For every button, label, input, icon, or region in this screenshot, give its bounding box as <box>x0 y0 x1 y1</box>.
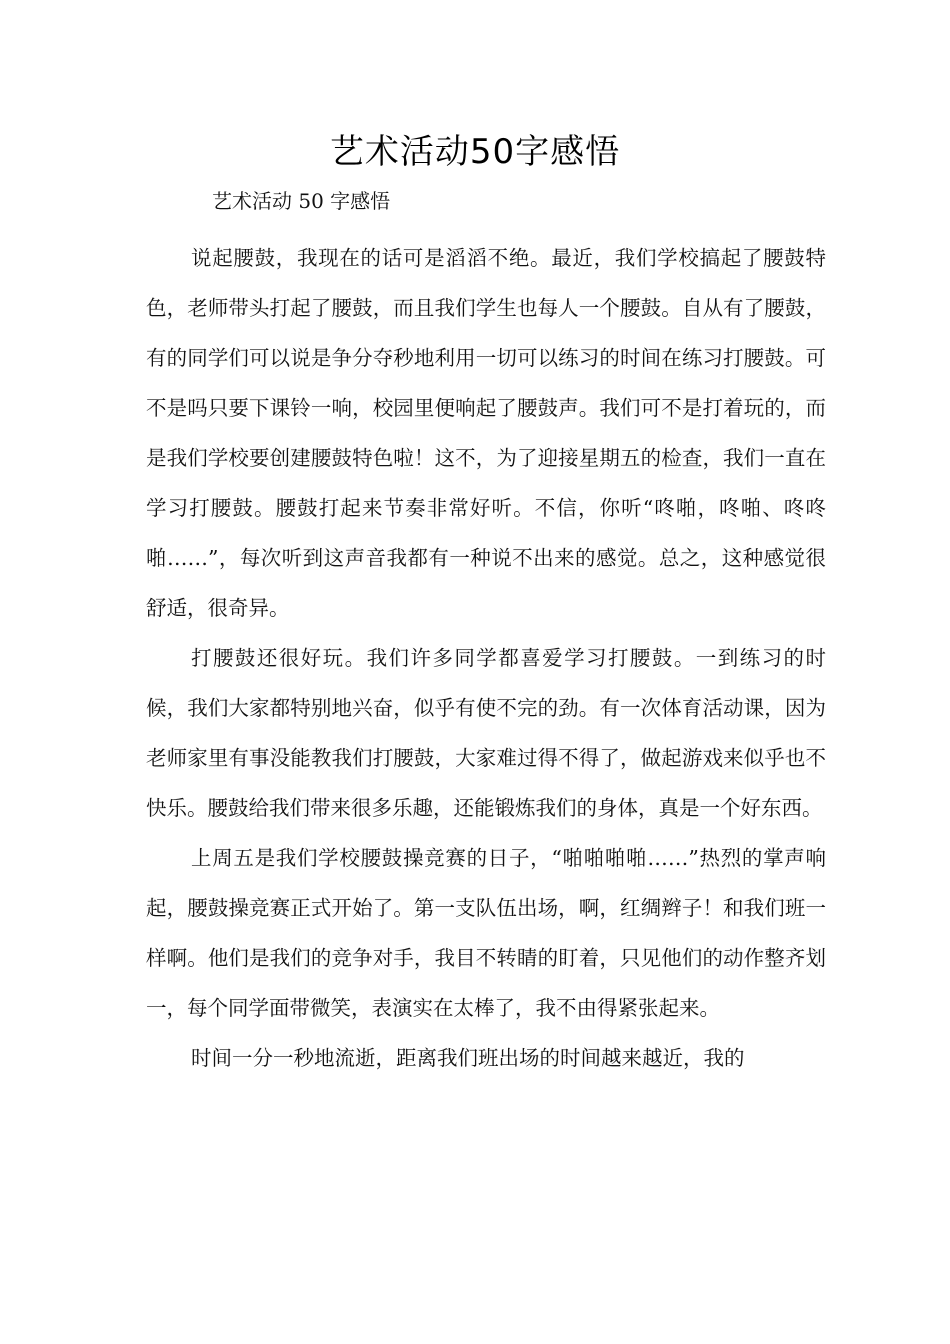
paragraph-1: 说起腰鼓，我现在的话可是滔滔不绝。最近，我们学校搞起了腰鼓特色，老师带头打起了腰鼓，而且我们学生也每人一个腰鼓。自从有了腰鼓，有的同学们可以说是争分夺秒地利用一切可以练习的时间在练习打腰鼓。可不是吗只要下课铃一响，校园里便响起了腰鼓声。我们可不是打着玩的，而是我们学校要创建腰鼓特色啦！这不，为了迎接星期五的检查，我们一直在学习打腰鼓。腰鼓打起来节奏非常好听。不信，你听“咚啪，咚啪、咚咚啪……”，每次听到这声音我都有一种说不出来的感觉。总之，这种感觉很舒适，很奇异。 <box>146 246 826 620</box>
document-title: 艺术活动50字感悟 <box>329 132 621 172</box>
document-body <box>146 233 826 1083</box>
paragraph-3: 上周五是我们学校腰鼓操竞赛的日子，“啪啪啪啪……”热烈的掌声响起，腰鼓操竞赛正式开始了。第一支队伍出场，啊，红绸辫子！和我们班一样啊。他们是我们的竞争对手，我目不转睛的盯着，只见他们的动作整齐划一，每个同学面带微笑，表演实在太棒了，我不由得紧张起来。 <box>146 846 826 1020</box>
paragraph-4: 时间一分一秒地流逝，距离我们班出场的时间越来越近，我的 <box>191 1046 745 1070</box>
paragraph-2: 打腰鼓还很好玩。我们许多同学都喜爱学习打腰鼓。一到练习的时候，我们大家都特别地兴奋，似乎有使不完的劲。有一次体育活动课，因为老师家里有事没能教我们打腰鼓，大家难过得不得了，做起游戏来似乎也不快乐。腰鼓给我们带来很多乐趣，还能锻炼我们的身体，真是一个好东西。 <box>146 646 826 820</box>
document-subtitle: 艺术活动 50 字感悟 <box>212 189 391 213</box>
